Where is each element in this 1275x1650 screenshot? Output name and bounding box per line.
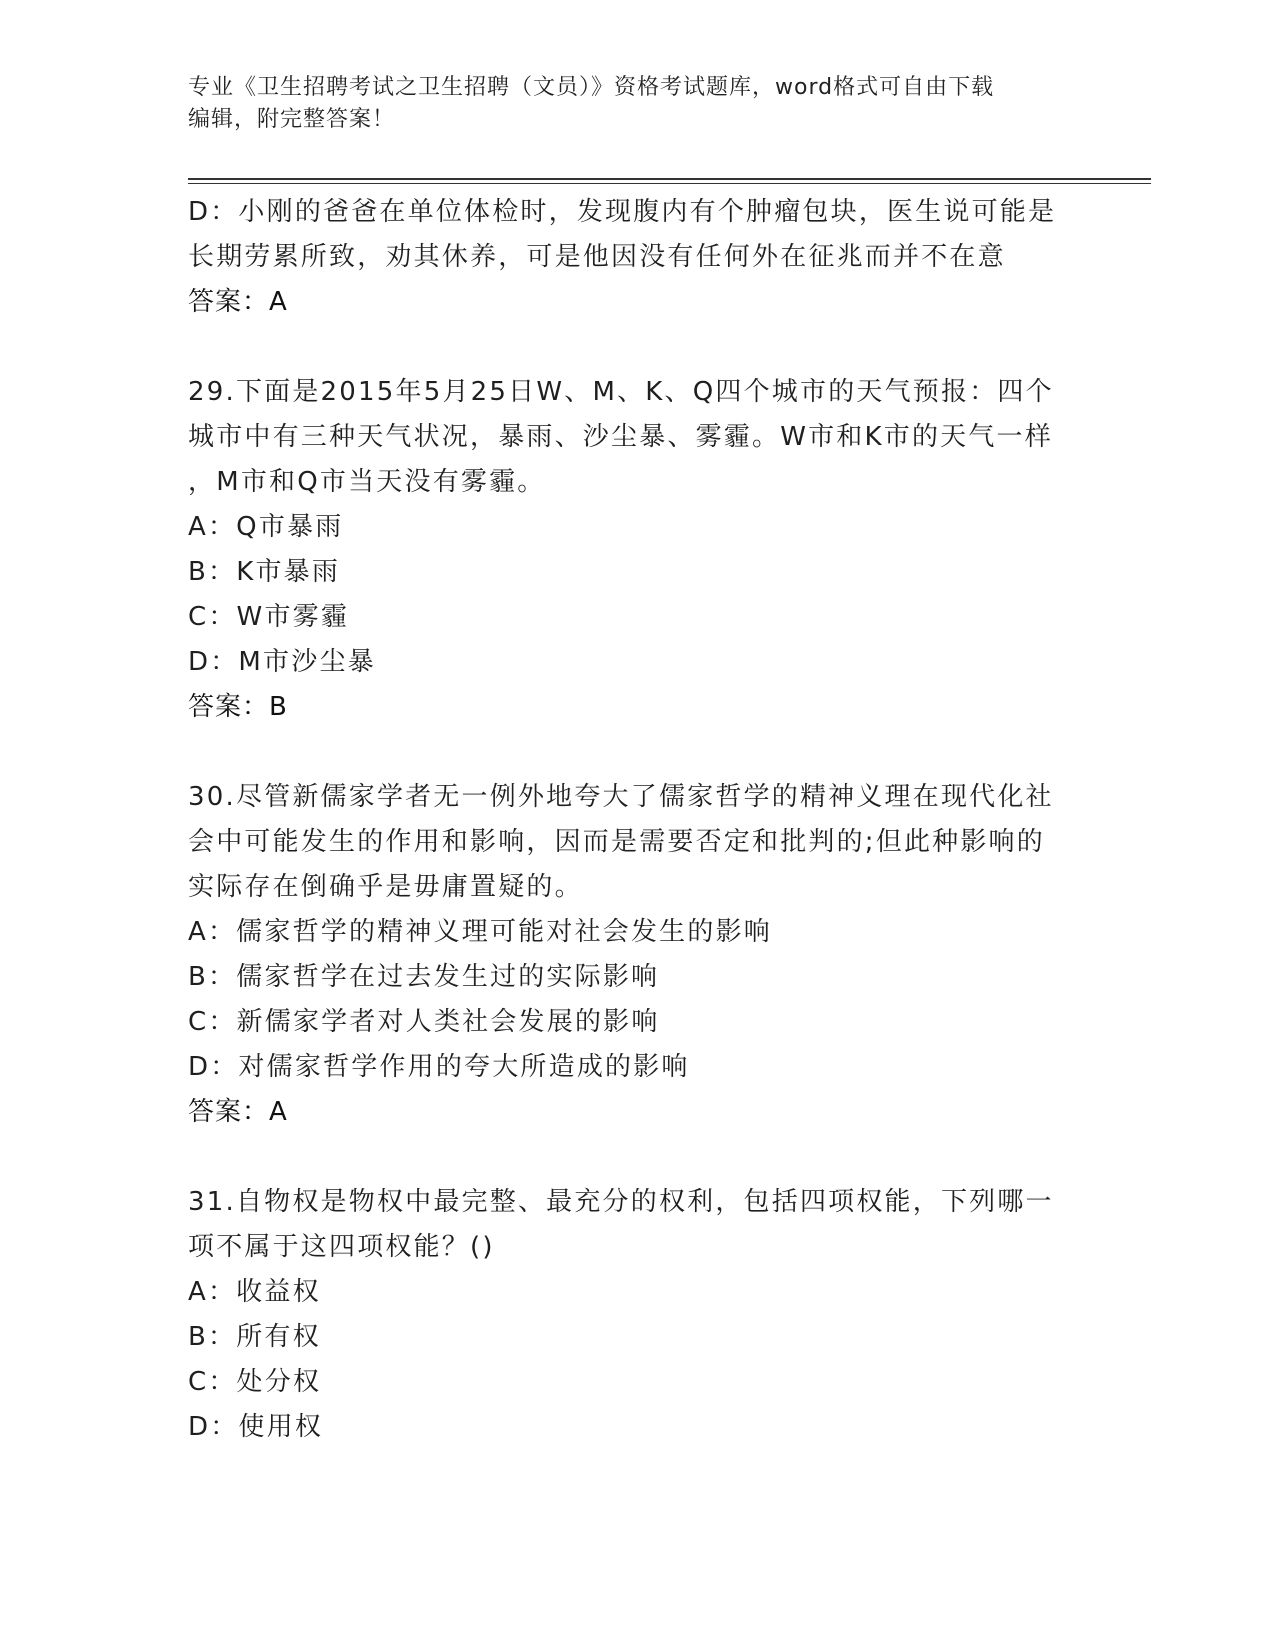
q29-option-a: A：Q市暴雨 [188, 512, 344, 542]
q31-option-b: B：所有权 [188, 1322, 321, 1352]
q29-stem-line-3: ，M市和Q市当天没有雾霾。 [188, 467, 546, 497]
header-line-2: 编辑，附完整答案！ [188, 107, 396, 132]
q30-answer: 答案：A [188, 1097, 288, 1127]
header-rule-thick [188, 178, 1151, 180]
q29-option-d: D：M市沙尘暴 [188, 647, 376, 677]
q29-option-c: C：W市雾霾 [188, 602, 350, 632]
spacer [188, 1135, 1088, 1180]
q29-stem-line-1: 29.下面是2015年5月25日W、M、K、Q四个城市的天气预报：四个 [188, 377, 1054, 407]
q29-answer: 答案：B [188, 692, 288, 722]
q31-option-a: A：收益权 [188, 1277, 321, 1307]
q30-stem-line-3: 实际存在倒确乎是毋庸置疑的。 [188, 872, 583, 902]
q30-stem-line-2: 会中可能发生的作用和影响，因而是需要否定和批判的;但此种影响的 [188, 827, 1045, 857]
prev-option-d-line-2: 长期劳累所致，劝其休养，可是他因没有任何外在征兆而并不在意 [188, 242, 1006, 272]
q30-option-a: A：儒家哲学的精神义理可能对社会发生的影响 [188, 917, 772, 947]
q31-option-d: D：使用权 [188, 1412, 324, 1442]
q30-option-b: B：儒家哲学在过去发生过的实际影响 [188, 962, 660, 992]
q30-option-d: D：对儒家哲学作用的夸大所造成的影响 [188, 1052, 690, 1082]
q30-option-c: C：新儒家学者对人类社会发展的影响 [188, 1007, 660, 1037]
q30-stem-line-1: 30.尽管新儒家学者无一例外地夸大了儒家哲学的精神义理在现代化社 [188, 782, 1054, 812]
prev-answer: 答案：A [188, 287, 288, 317]
q31-option-c: C：处分权 [188, 1367, 322, 1397]
question-content [188, 190, 1088, 1450]
q31-stem-line-2: 项不属于这四项权能？() [188, 1232, 495, 1262]
header-line-1: 专业《卫生招聘考试之卫生招聘（文员）》资格考试题库，word格式可自由下载 [188, 75, 995, 100]
q29-stem-line-2: 城市中有三种天气状况，暴雨、沙尘暴、雾霾。W市和K市的天气一样 [188, 422, 1053, 452]
q29-option-b: B：K市暴雨 [188, 557, 341, 587]
prev-option-d-line-1: D：小刚的爸爸在单位体检时，发现腹内有个肿瘤包块，医生说可能是 [188, 197, 1057, 227]
header-rule-thin [188, 183, 1151, 184]
q31-stem-line-1: 31.自物权是物权中最完整、最充分的权利，包括四项权能，下列哪一 [188, 1187, 1054, 1217]
header-note [188, 72, 1088, 136]
spacer [188, 325, 1088, 370]
spacer [188, 730, 1088, 775]
